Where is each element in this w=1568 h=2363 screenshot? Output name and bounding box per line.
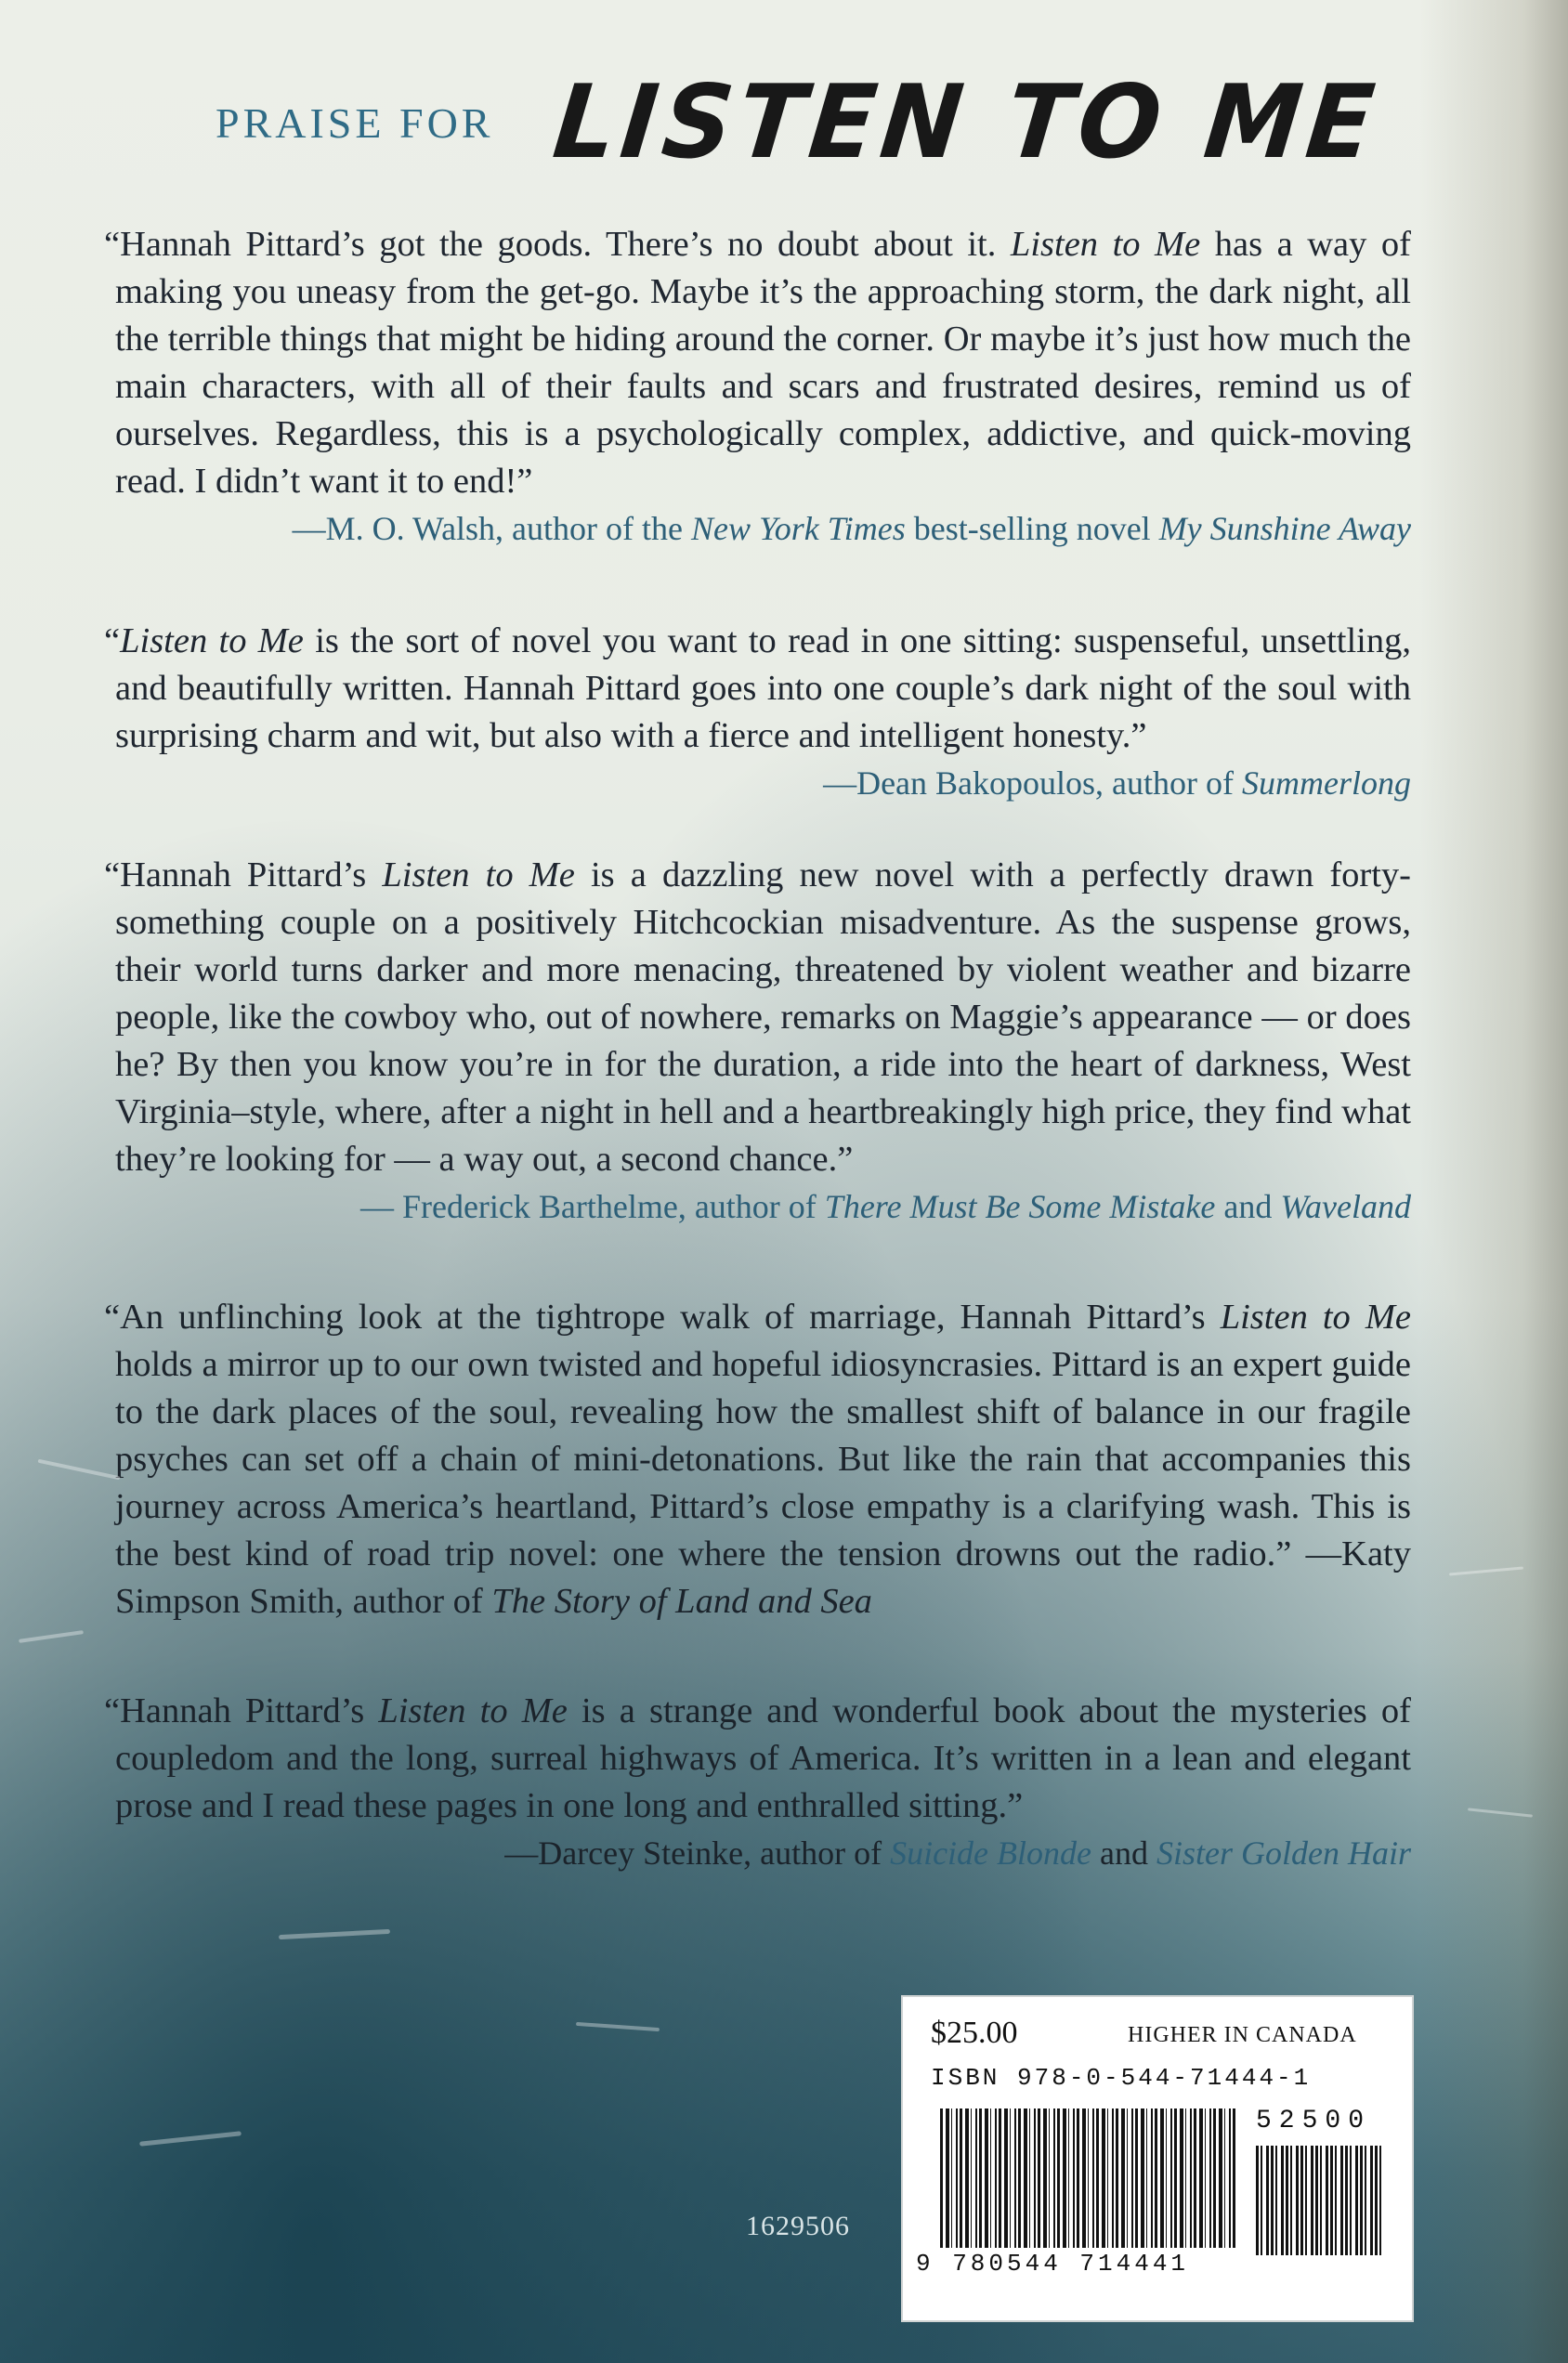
blurb-quote: “Listen to Me is the sort of novel you want to read in one sitting: suspenseful, unsettling, and beautifully written. Hannah Pittard goes into one couple’s dark night of the soul with surprising charm and wit, but also with a fierce and intelligent honesty.”	[104, 621, 1411, 755]
rain-streak	[279, 1929, 390, 1939]
rain-streak	[576, 2022, 660, 2031]
supplement-barcode-icon	[1256, 2146, 1381, 2255]
price: $25.00	[931, 2016, 1018, 2050]
stock-code: 1629506	[746, 2211, 850, 2241]
blurb-attribution: —M. O. Walsh, author of the New York Times best-selling novel My Sunshine Away	[292, 510, 1411, 547]
rain-streak	[139, 2131, 242, 2146]
blurb-barthelme	[104, 852, 1411, 1231]
blurb-attribution: —Darcey Steinke, author of Suicide Blonde and Sister Golden Hair	[504, 1834, 1411, 1872]
blurb-quote: “Hannah Pittard’s got the goods. There’s no doubt about it. Listen to Me has a way of making you uneasy from the get-go. Maybe it’s the approaching storm, the dark night, all the terrible things that might be hiding around the corner. Or maybe it’s just how much the main characters, with all of their faults and scars and frustrated desires, remind us of ourselves. Regardless, this is a psychologically complex, addictive, and quick-moving read. I didn’t want it to end!”	[104, 225, 1412, 501]
barcode-icon	[940, 2108, 1237, 2248]
rain-streak	[38, 1459, 121, 1481]
blurb-walsh	[104, 221, 1412, 553]
isbn: ISBN 978-0-544-71444-1	[931, 2064, 1312, 2092]
spine-shadow	[1419, 0, 1568, 2363]
price-barcode-box	[901, 1995, 1414, 2322]
title-logo: LISTEN TO ME	[548, 61, 1385, 182]
blurb-quote: “Hannah Pittard’s Listen to Me is a dazzling new novel with a perfectly drawn forty-something couple on a positively Hitchcockian misadventure. As the suspense grows, their world turns darker and more menacing, threatened by violent weather and bizarre people, like the cowboy who, out of nowhere, remarks on Maggie’s appearance — or does he? By then you know you’re in for the duration, a ride into the heart of darkness, West Virginia–style, where, after a night in hell and a heartbreakingly high price, they find what they’re looking for — a way out, a second chance.”	[104, 855, 1411, 1179]
canada-price-note: HIGHER IN CANADA	[1128, 2023, 1357, 2047]
blurb-attribution: —Dean Bakopoulos, author of Summerlong	[823, 764, 1411, 802]
supplement-digits: 52500	[1256, 2107, 1372, 2135]
praise-header	[216, 61, 1405, 195]
praise-label: PRAISE FOR	[216, 99, 494, 147]
blurb-quote: “Hannah Pittard’s Listen to Me is a strange and wonderful book about the mysteries of coupledom and the long, surreal highways of America. It’s written in a lean and elegant prose and I read these pages in one long and enthralled sitting.”	[104, 1691, 1411, 1825]
blurb-smith	[104, 1294, 1412, 1625]
blurb-quote: “An unflinching look at the tightrope walk of marriage, Hannah Pittard’s Listen to Me holds a mirror up to our own twisted and hopeful idiosyncrasies. Pittard is an expert guide to the dark places of the soul, revealing how the smallest shift of balance in our fragile psyches can set off a chain of mini-detonations. But like the rain that accompanies this journey across America’s heartland, Pittard’s close empathy is a clarifying wash. This is the best kind of road trip novel: one where the tension drowns out the radio.” —Katy Simpson Smith, author of The Story of Land and Sea	[104, 1298, 1412, 1621]
rain-streak	[19, 1630, 84, 1643]
blurb-bakopoulos	[104, 618, 1411, 807]
barcode-digits: 9 780544 714441	[916, 2250, 1250, 2278]
blurb-attribution: — Frederick Barthelme, author of There Must Be Some Mistake and Waveland	[359, 1188, 1411, 1225]
blurb-steinke	[104, 1688, 1411, 1877]
